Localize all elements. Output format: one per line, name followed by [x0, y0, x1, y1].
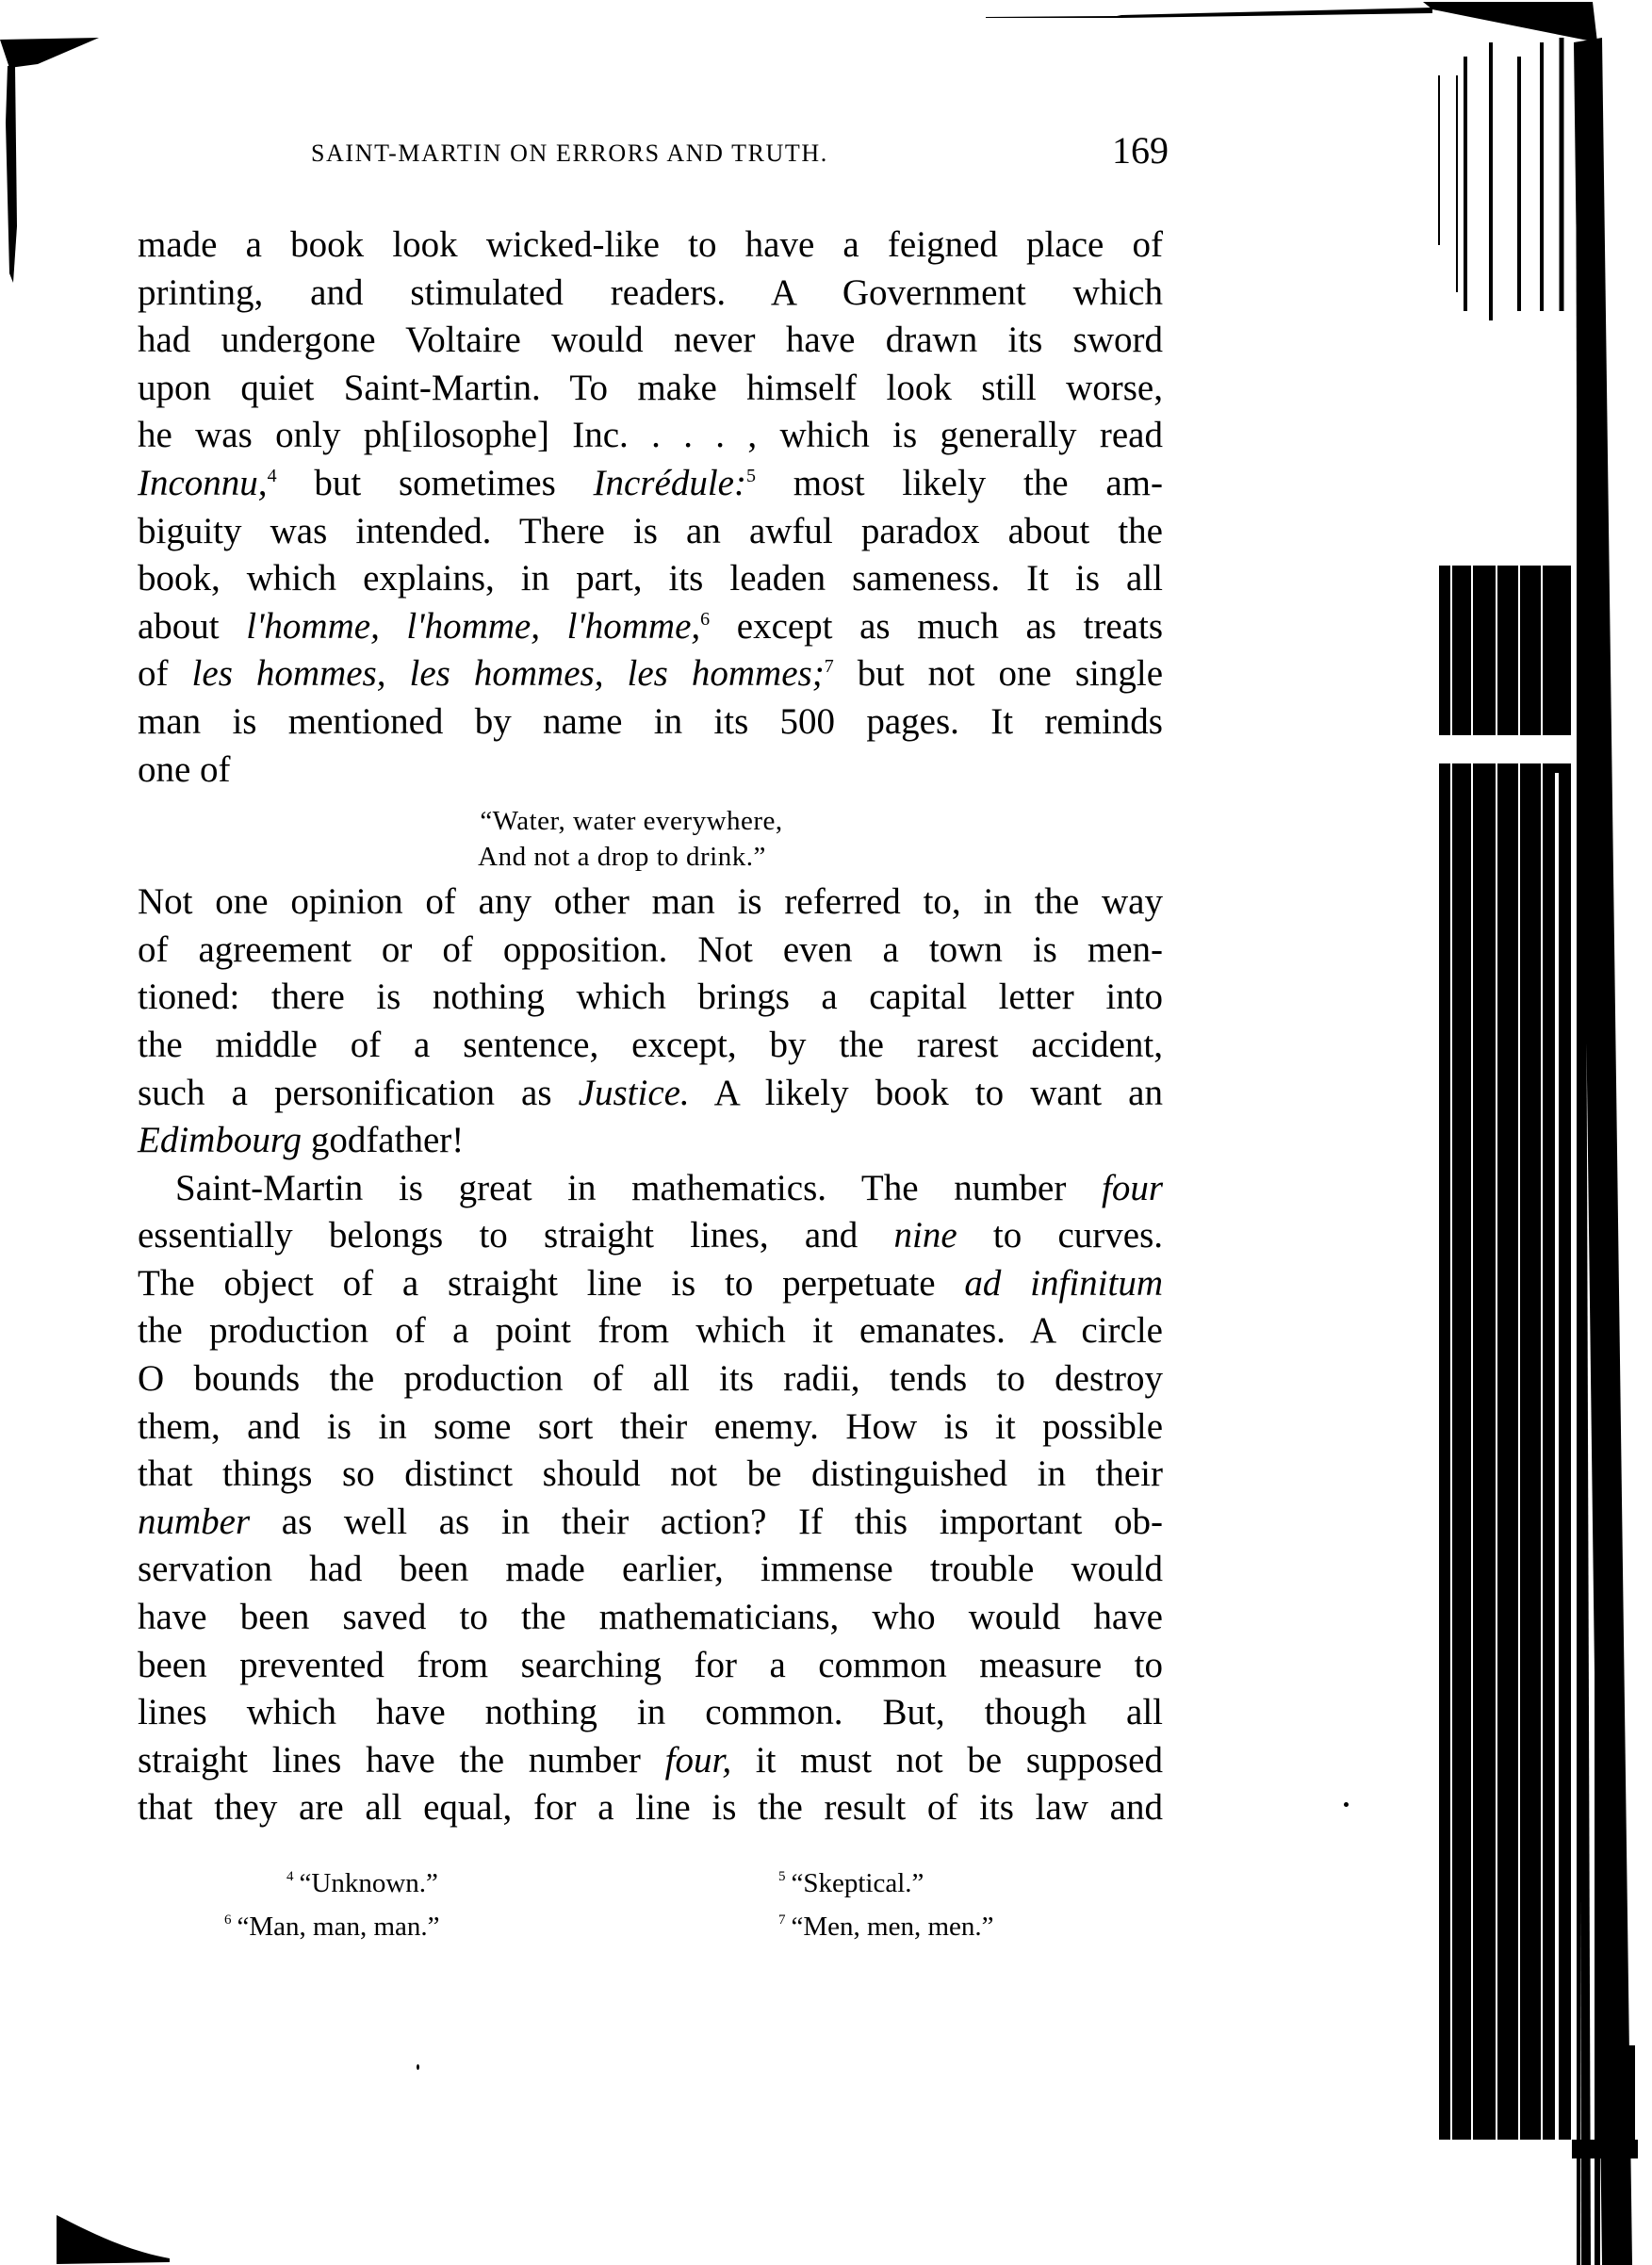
- footnote-6: $^6$ “Man, man, man.”: [224, 1912, 440, 1942]
- text-line: had undergone Voltaire would never have drawn its sword: [138, 320, 1163, 361]
- text-line: upon quiet Saint-Martin. To make himself look still worse,: [138, 367, 1163, 408]
- italic-term: number: [138, 1501, 251, 1542]
- text-line: have been saved to the mathematicians, who would have: [138, 1597, 1163, 1638]
- text-line: one of: [138, 748, 231, 790]
- book-binding-edge: [1414, 0, 1652, 2265]
- italic-term: les hommes, les hommes, les hommes;: [191, 653, 825, 695]
- text-line: O bounds the production of all its radii, tends to destroy: [138, 1358, 1163, 1400]
- italic-term: nine: [893, 1215, 957, 1256]
- text-line: that things so distinct should not be distinguished in their: [138, 1453, 1163, 1495]
- footnote-ref[interactable]: 4: [267, 465, 277, 486]
- text-line: such a personification as Justice. A likely book to want an: [138, 1072, 1163, 1113]
- italic-term: Justice.: [578, 1072, 690, 1113]
- text-line: made a book look wicked-like to have a feigned place of: [138, 224, 1163, 265]
- text-line: man is mentioned by name in its 500 pages. It reminds: [138, 700, 1163, 742]
- footnotes: [138, 1868, 1163, 1962]
- text-line: about l'homme, l'homme, l'homme,$^6$ except as much as treats: [138, 605, 1163, 647]
- verse-line: And not a drop to drink.”: [478, 842, 766, 872]
- text-line: tioned: there is nothing which brings a capital letter into: [138, 977, 1163, 1018]
- scan-speck: [417, 2064, 419, 2070]
- footnote-7: $^7$ “Men, men, men.”: [778, 1912, 994, 1942]
- page-number: 169: [1112, 129, 1169, 172]
- text-line: Not one opinion of any other man is referred to, in the way: [138, 881, 1163, 923]
- text-line: Edimbourg godfather!: [138, 1120, 465, 1161]
- italic-term: four: [1101, 1167, 1163, 1208]
- text-line: he was only ph[ilosophe] Inc. . . . , which is generally read: [138, 415, 1163, 456]
- italic-term: ad infinitum: [964, 1262, 1163, 1304]
- footnote-5: $^5$ “Skeptical.”: [778, 1868, 924, 1898]
- text-line: of agreement or of opposition. Not even a town is men-: [138, 928, 1163, 970]
- footnote-ref[interactable]: 7: [824, 656, 834, 678]
- top-rule-line: [980, 6, 1432, 19]
- scan-edge-bottom-left: [52, 2215, 174, 2265]
- verse-quotation: [138, 803, 1163, 875]
- text-line: biguity was intended. There is an awful paradox about the: [138, 510, 1163, 551]
- text-line: them, and is in some sort their enemy. How is it possible: [138, 1405, 1163, 1447]
- footnote-ref[interactable]: 6: [700, 608, 711, 630]
- text-line: the middle of a sentence, except, by the rarest accident,: [138, 1024, 1163, 1065]
- text-line: the production of a point from which it emanates. A circle: [138, 1310, 1163, 1352]
- text-line: lines which have nothing in common. But, though all: [138, 1692, 1163, 1733]
- footnote-ref[interactable]: 5: [745, 465, 756, 486]
- verse-line: “Water, water everywhere,: [480, 806, 783, 836]
- body-text: [138, 222, 1163, 1832]
- text-line: straight lines have the number four, it must not be supposed: [138, 1739, 1163, 1781]
- text-line: of les hommes, les hommes, les hommes;$^7$ but not one single: [138, 653, 1164, 695]
- text-line: essentially belongs to straight lines, and nine to curves.: [138, 1215, 1164, 1256]
- footnote-4: $^4$ “Unknown.”: [286, 1868, 438, 1898]
- running-head: [311, 128, 1169, 175]
- text-line: The object of a straight line is to perpetuate ad infinitum: [138, 1262, 1163, 1304]
- italic-term: Inconnu,: [138, 462, 268, 503]
- scan-edge-top-left: [0, 38, 104, 283]
- text-line: Saint-Martin is great in mathematics. The number four: [175, 1167, 1163, 1208]
- text-line: number as well as in their action? If this important ob-: [138, 1501, 1163, 1542]
- scan-speck: [1344, 1802, 1349, 1807]
- running-title: SAINT-MARTIN ON ERRORS AND TRUTH.: [311, 140, 828, 167]
- italic-term: l'homme, l'homme, l'homme,: [246, 605, 701, 647]
- italic-term: Edimbourg: [138, 1120, 303, 1161]
- italic-term: Incrédule:: [593, 462, 746, 503]
- text-line: printing, and stimulated readers. A Government which: [138, 271, 1163, 313]
- text-line: that they are all equal, for a line is the result of its law and: [138, 1787, 1163, 1829]
- text-line: Inconnu,$^4$ but sometimes Incrédule:$^5$ most likely the am-: [138, 462, 1164, 503]
- text-line: been prevented from searching for a common measure to: [138, 1644, 1163, 1685]
- italic-term: four,: [664, 1739, 732, 1781]
- text-line: servation had been made earlier, immense trouble would: [138, 1549, 1163, 1590]
- text-line: book, which explains, in part, its leaden sameness. It is all: [138, 558, 1163, 599]
